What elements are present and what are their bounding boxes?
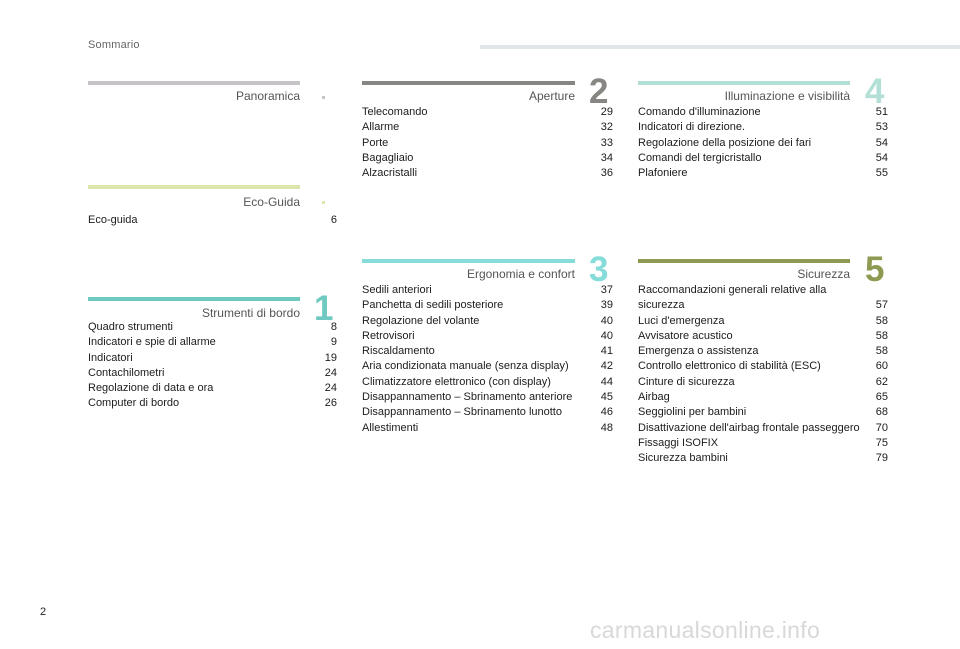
ergonomia-number: 3 (589, 250, 609, 289)
toc-entry-page: 40 (600, 329, 613, 342)
panoramica-bar (88, 81, 300, 85)
eco-marker (322, 201, 325, 204)
toc-entry-page: 42 (600, 360, 613, 373)
toc-entry-page: 37 (600, 284, 613, 296)
toc-entry-label: Allestimenti (362, 421, 419, 434)
toc-entry-label: Indicatori (88, 351, 133, 364)
toc-entry-label: Alzacristalli (362, 167, 418, 180)
toc-entry[interactable] (362, 151, 613, 166)
toc-entry[interactable] (88, 381, 337, 396)
toc-entry-page: 41 (600, 345, 613, 358)
page-header-title: Sommario (88, 39, 140, 51)
toc-entry-label: Luci d'emergenza (638, 314, 725, 327)
toc-entry-label: Indicatori e spie di allarme (88, 336, 216, 349)
toc-entry-label: Cinture di sicurezza (638, 375, 735, 388)
toc-entry-page: 34 (600, 151, 613, 164)
toc-entry[interactable] (638, 151, 888, 166)
toc-entry[interactable] (638, 405, 888, 420)
toc-entry-page: 55 (875, 167, 888, 180)
panoramica-marker (322, 96, 325, 99)
toc-entry-page: 65 (875, 391, 888, 404)
illuminazione-bar (638, 81, 850, 85)
toc-entry[interactable] (638, 314, 888, 329)
strumenti-title[interactable]: Strumenti di bordo (201, 306, 300, 320)
toc-entry-label: Plafoniere (638, 167, 688, 180)
toc-entry-label: Comandi del tergicristallo (638, 151, 762, 164)
ergonomia-bar (362, 259, 575, 263)
toc-entry[interactable] (362, 105, 613, 120)
toc-entry-page: 9 (330, 336, 337, 349)
toc-entry-page: 39 (600, 299, 613, 312)
toc-entry-label: Raccomandazioni generali relative alla sicurezza (638, 284, 827, 312)
sicurezza-number: 5 (865, 250, 885, 289)
toc-entry[interactable] (88, 335, 337, 350)
toc-entry-label: Retrovisori (362, 329, 415, 342)
toc-entry-label: Airbag (638, 391, 670, 404)
toc-entry-page: 58 (875, 314, 888, 327)
toc-entry-page: 70 (875, 421, 888, 434)
toc-entry-label: Emergenza o assistenza (638, 345, 759, 358)
toc-entry-label: Regolazione della posizione dei fari (638, 136, 812, 149)
toc-entry-page: 19 (324, 351, 337, 364)
aperture-bar (362, 81, 575, 85)
illuminazione-title[interactable]: Illuminazione e visibilità (724, 89, 850, 103)
toc-entry-page: 57 (875, 299, 888, 312)
toc-entry-label: Riscaldamento (362, 345, 435, 358)
toc-entry-page: 54 (875, 136, 888, 149)
toc-entry-label: Sedili anteriori (362, 284, 432, 296)
toc-entry[interactable] (88, 366, 337, 381)
toc-entry-label: Bagagliaio (362, 151, 414, 164)
toc-entry-page: 53 (875, 121, 888, 134)
toc-entry-page: 8 (330, 321, 337, 333)
toc-entry[interactable] (638, 120, 888, 135)
toc-entry[interactable] (638, 136, 888, 151)
strumenti-list (88, 320, 337, 412)
toc-entry-page: 26 (324, 397, 337, 410)
toc-entry-page: 40 (600, 314, 613, 327)
illuminazione-list (638, 105, 888, 181)
toc-entry-page: 68 (875, 406, 888, 419)
toc-entry[interactable] (362, 421, 613, 436)
toc-entry-label: Disattivazione dell'airbag frontale passeggero (638, 421, 860, 434)
toc-entry[interactable] (638, 375, 888, 390)
toc-entry[interactable] (638, 166, 888, 181)
eco-title[interactable]: Eco-Guida (243, 195, 300, 209)
toc-entry-label: Quadro strumenti (88, 321, 173, 333)
toc-entry[interactable] (362, 344, 613, 359)
toc-entry-page: 60 (875, 360, 888, 373)
toc-entry-label: Panchetta di sedili posteriore (362, 299, 504, 312)
toc-entry-label: Regolazione di data e ora (88, 382, 214, 395)
sicurezza-list (638, 283, 888, 467)
toc-entry-page: 46 (600, 406, 613, 419)
toc-entry[interactable] (88, 396, 337, 411)
toc-entry-page: 24 (324, 382, 337, 395)
ergonomia-list (362, 283, 613, 436)
toc-entry-page: 58 (875, 345, 888, 358)
toc-entry[interactable] (638, 344, 888, 359)
toc-entry[interactable] (362, 375, 613, 390)
toc-entry[interactable] (88, 213, 337, 228)
eco-list (88, 213, 337, 228)
toc-entry-label: Controllo elettronico di stabilità (ESC) (638, 360, 821, 373)
toc-entry-label: Sicurezza bambini (638, 452, 728, 465)
watermark: carmanualsonline.info (590, 617, 821, 643)
toc-entry-label: Avvisatore acustico (638, 329, 733, 342)
eco-bar (88, 185, 300, 189)
sicurezza-title[interactable]: Sicurezza (797, 267, 850, 281)
strumenti-bar (88, 297, 300, 301)
header-rule (480, 45, 960, 49)
toc-entry[interactable] (362, 120, 613, 135)
toc-entry-page: 45 (600, 391, 613, 404)
toc-entry-label: Disappannamento – Sbrinamento anteriore (362, 391, 573, 404)
toc-entry-label: Comando d'illuminazione (638, 106, 761, 118)
toc-entry-label: Contachilometri (88, 366, 165, 379)
toc-entry-label: Climatizzatore elettronico (con display) (362, 375, 551, 388)
toc-entry[interactable] (362, 166, 613, 181)
toc-entry[interactable] (88, 320, 337, 335)
toc-entry[interactable] (362, 359, 613, 374)
toc-entry[interactable] (638, 283, 888, 314)
toc-entry-page: 48 (600, 421, 613, 434)
toc-entry-page: 44 (600, 375, 613, 388)
toc-entry[interactable] (362, 283, 613, 298)
aperture-list (362, 105, 613, 181)
illuminazione-number: 4 (865, 72, 885, 111)
toc-entry-label: Seggiolini per bambini (638, 406, 747, 419)
aperture-number: 2 (589, 72, 609, 111)
toc-entry-page: 24 (324, 366, 337, 379)
aperture-title[interactable]: Aperture (528, 89, 575, 103)
toc-entry[interactable] (362, 390, 613, 405)
toc-entry-page: 54 (875, 151, 888, 164)
toc-entry[interactable] (638, 359, 888, 374)
toc-entry-page: 33 (600, 136, 613, 149)
toc-entry[interactable] (638, 105, 888, 120)
toc-entry[interactable] (362, 329, 613, 344)
toc-entry-label: Aria condizionata manuale (senza display) (362, 360, 569, 373)
toc-entry-label: Computer di bordo (88, 397, 180, 410)
toc-entry[interactable] (638, 436, 888, 451)
panoramica-title[interactable]: Panoramica (235, 89, 300, 103)
toc-entry-page: 62 (875, 375, 888, 388)
toc-entry-label: Regolazione del volante (362, 314, 480, 327)
toc-entry-label: Porte (362, 136, 389, 149)
toc-entry-page: 36 (600, 167, 613, 180)
toc-entry-page: 6 (330, 214, 337, 226)
toc-entry[interactable] (638, 451, 888, 466)
toc-entry[interactable] (362, 314, 613, 329)
page-number: 2 (40, 606, 47, 618)
toc-entry[interactable] (638, 329, 888, 344)
toc-entry-label: Fissaggi ISOFIX (638, 436, 719, 449)
toc-entry-label: Disappannamento – Sbrinamento lunotto (362, 406, 562, 419)
ergonomia-title[interactable]: Ergonomia e confort (466, 267, 575, 281)
toc-entry-label: Indicatori di direzione. (638, 121, 746, 134)
toc-entry-label: Allarme (362, 121, 400, 134)
toc-entry[interactable] (362, 298, 613, 313)
toc-entry-label: Telecomando (362, 106, 428, 118)
strumenti-number: 1 (314, 289, 334, 328)
toc-entry-page: 75 (875, 436, 888, 449)
toc-entry[interactable] (362, 405, 613, 420)
toc-entry-page: 51 (875, 106, 888, 118)
toc-entry[interactable] (88, 351, 337, 366)
toc-entry-label: Eco-guida (88, 214, 138, 226)
toc-entry-page: 32 (600, 121, 613, 134)
toc-entry[interactable] (362, 136, 613, 151)
toc-entry-page: 58 (875, 329, 888, 342)
toc-entry-page: 29 (600, 106, 613, 118)
toc-entry-page: 79 (875, 452, 888, 465)
toc-entry[interactable] (638, 390, 888, 405)
toc-entry[interactable] (638, 421, 888, 436)
sicurezza-bar (638, 259, 850, 263)
